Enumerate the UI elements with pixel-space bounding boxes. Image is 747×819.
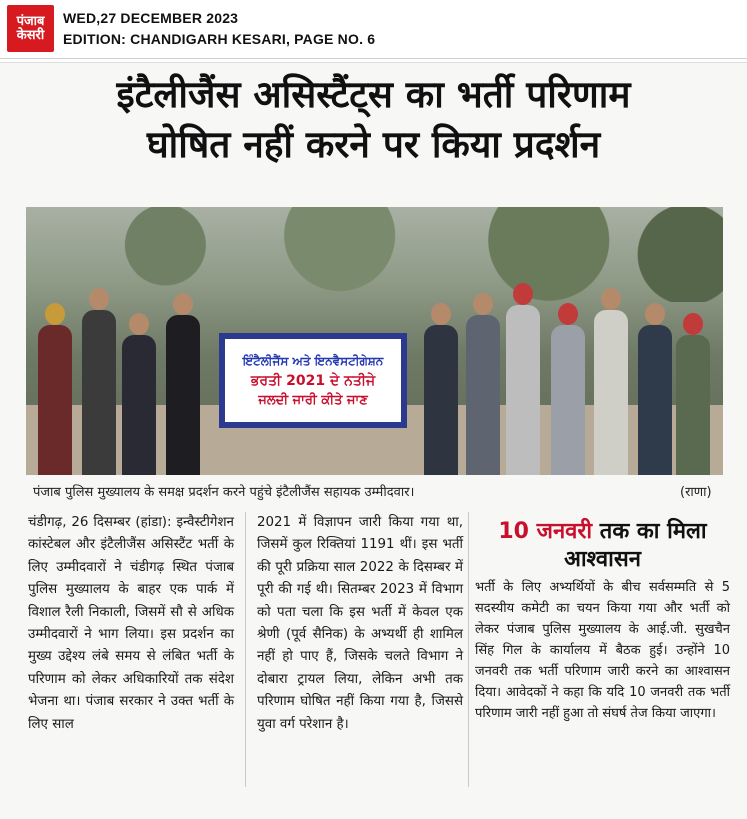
protest-photo xyxy=(26,207,723,475)
page-header xyxy=(0,0,747,59)
person-figure xyxy=(506,305,540,475)
person-figure xyxy=(122,335,156,475)
logo-line2: केसरी xyxy=(16,27,45,43)
protest-banner xyxy=(219,333,407,428)
article-column-2: 2021 में विज्ञापन जारी किया गया था, जिसमें कुल रिक्तियां 1191 थीं। इस भर्ती की पूरी प्रक्रिया साल 2022 के दिसम्बर में पूरी की गई थी। सितम्बर 2023 में विभाग को पता चला कि इस भर्ती में केवल एक श्रेणी (पूर्व सैनिक) के अभ्यर्थी ही शामिल नहीं हो पाए हैं, जिसके चलते विभाग ने दोबारा ट्रायल लिया, लेकिन अभी तक परिणाम घोषित नहीं किया गया है, जिससे युवा वर्ग परेशान है। xyxy=(257,515,463,732)
column-divider xyxy=(468,512,469,787)
photo-trees xyxy=(26,207,723,302)
person-figure xyxy=(38,325,72,475)
article-column-1: चंडीगढ़, 26 दिसम्बर (हांडा): इन्वैस्टीगेशन कांस्टेबल और इंटैलीजैंस असिस्टैंट भर्ती के लिए उम्मीदवारों ने चंडीगढ़ स्थित पंजाब पुलिस मुख्यालय के बाहर एक पार्क में विशाल रैली निकाली, जिसमें सौ से अधिक उम्मीदवारों ने भाग लिया। इस प्रदर्शन का मुख्य उद्देश्य लंबे समय से लंबित भर्ती के परिणाम को लेकर अधिकारियों तक संदेश भेजना था। पंजाब सरकार ने उक्त भर्ती के लिए साल xyxy=(28,515,234,732)
photo-caption: पंजाब पुलिस मुख्यालय के समक्ष प्रदर्शन करने पहुंचे इंटैलीजैंस सहायक उम्मीदवार। xyxy=(33,485,415,500)
person-figure xyxy=(676,335,710,475)
column-divider xyxy=(245,512,246,787)
subhead-highlight: 10 जनवरी xyxy=(498,519,593,544)
subhead-text: तक का मिला आश्वासन xyxy=(564,519,707,572)
photo-credit: (राणा) xyxy=(680,485,712,500)
article-headline xyxy=(0,70,747,170)
person-figure xyxy=(638,325,672,475)
person-figure xyxy=(424,325,458,475)
person-figure xyxy=(466,315,500,475)
banner-line2: ਭਰਤੀ 2021 ਦੇ ਨਤੀਜੇ xyxy=(250,372,376,389)
banner-line1: ਇੰਟੈਲੀਜੈਂਸ ਅਤੇ ਇਨਵੈਸਟੀਗੇਸ਼ਨ xyxy=(242,353,384,368)
headline-line1: इंटैलीजैंस असिस्टैंट्स का भर्ती परिणाम xyxy=(116,73,631,116)
publication-date: WED,27 DECEMBER 2023 xyxy=(63,10,239,26)
banner-line3: ਜਲਦੀ ਜਾਰੀ ਕੀਤੇ ਜਾਣ xyxy=(258,392,368,408)
person-figure xyxy=(594,310,628,475)
article-column-3: भर्ती के लिए अभ्यर्थियों के बीच सर्वसम्मति से 5 सदस्यीय कमेटी का चयन किया गया और भर्ती को लेकर पंजाब पुलिस मुख्यालय के आई.जी. सुखचैन सिंह गिल के कार्यालय में बैठक हुई। उन्होंने 10 जनवरी तक भर्ती परिणाम जारी करने का आश्वासन दिया। आवेदकों ने कहा कि यदि 10 जनवरी तक भर्ती परिणाम जारी नहीं हुआ तो संघर्ष तेज किया जाएगा। xyxy=(475,580,730,721)
edition-info: EDITION: CHANDIGARH KESARI, PAGE NO. 6 xyxy=(63,31,376,47)
person-figure xyxy=(82,310,116,475)
person-figure xyxy=(551,325,585,475)
person-figure xyxy=(166,315,200,475)
logo-line1: पंजाब xyxy=(16,13,45,29)
punjab-kesari-logo xyxy=(7,5,54,52)
headline-line2: घोषित नहीं करने पर किया प्रदर्शन xyxy=(146,123,601,166)
article-subhead xyxy=(475,518,730,574)
